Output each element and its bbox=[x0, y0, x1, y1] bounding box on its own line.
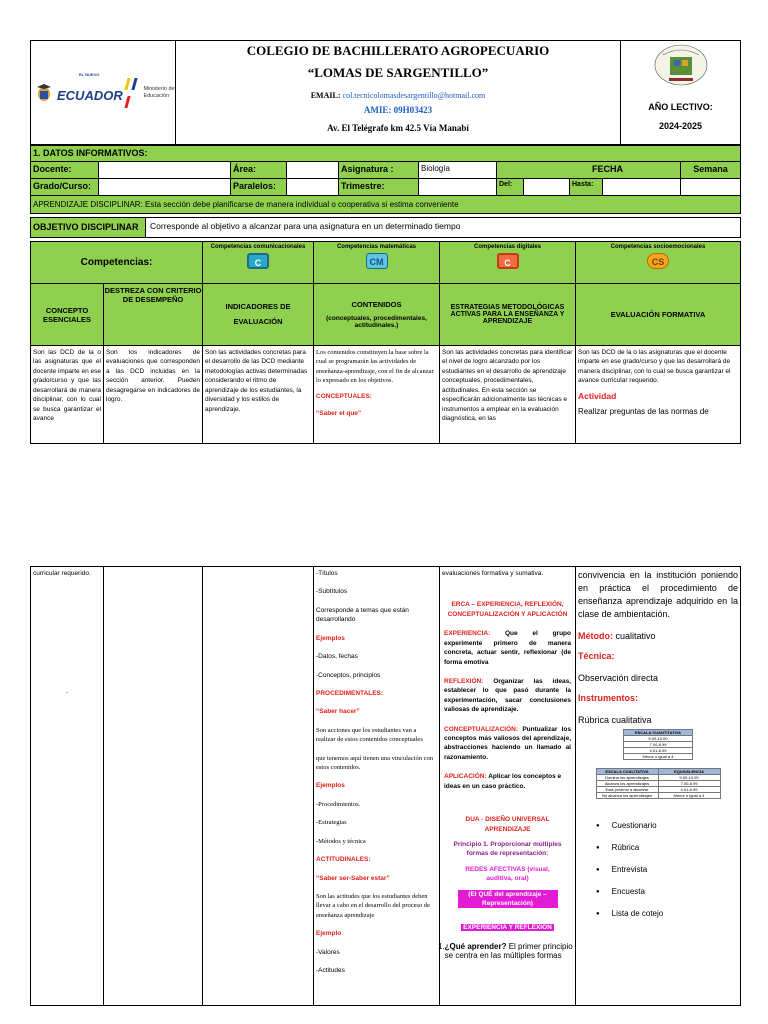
actividad-label: Actividad bbox=[578, 390, 617, 401]
question-1-bold: ¿Qué aprender? bbox=[444, 941, 507, 951]
contenido-item: -Subtítulos bbox=[316, 588, 348, 596]
escala-cual-value: 7.00-8.99 bbox=[658, 781, 720, 787]
list-item: ● Lista de cotejo bbox=[596, 909, 738, 918]
list-item: ● Rúbrica bbox=[596, 843, 738, 852]
math-icon: CM bbox=[366, 253, 388, 269]
ecuador-coat-of-arms-icon bbox=[35, 83, 53, 103]
escala-cualitativa-table bbox=[596, 768, 721, 799]
list-item: ● Encuesta bbox=[596, 887, 738, 896]
flag-stripes-icon bbox=[126, 77, 138, 113]
row2-destreza bbox=[104, 567, 203, 1006]
main-table-continued bbox=[30, 566, 741, 1006]
email-line: EMAIL: col.tecnicolomasdesargentillo@hotmail.com bbox=[310, 91, 486, 100]
hasta-field[interactable] bbox=[603, 179, 681, 196]
del-label: Del: bbox=[497, 179, 524, 196]
equivalencia-header: EQUIVALENCIA bbox=[658, 769, 720, 775]
communication-icon: C bbox=[247, 253, 269, 269]
row1-estrategias bbox=[440, 346, 576, 444]
contenido-item: -Procedimientos. bbox=[316, 800, 361, 808]
question-1-text: El primer principio se centra en las múltiples formas bbox=[444, 941, 573, 961]
contenidos-subtitle: (conceptuales, procedimentales, actitudinales.) bbox=[326, 315, 427, 329]
contenido-item: ACTITUDINALES: bbox=[316, 856, 371, 864]
trimestre-label: Trimestre: bbox=[339, 179, 419, 196]
escala-cual-value: 4.01-6.99 bbox=[658, 787, 720, 793]
contenido-item: -Valores bbox=[316, 948, 340, 956]
escala-cuantitativa-title: ESCALA CUANTITATIVA bbox=[624, 730, 693, 736]
row2-indicadores bbox=[203, 567, 314, 1006]
contenido-item: Ejemplos bbox=[316, 634, 345, 642]
col-destreza-header: DESTREZA CON CRITERIO DE DESEMPEÑO bbox=[104, 284, 203, 346]
docente-field[interactable] bbox=[99, 162, 231, 179]
contenido-item: -Métodos y técnica bbox=[316, 837, 366, 845]
escala-cual-label: Alcanza los aprendizajes bbox=[596, 781, 658, 787]
semana-label: Semana bbox=[681, 162, 741, 179]
instrument-list bbox=[578, 821, 738, 918]
escala-cual-value: 9.00-10.00 bbox=[658, 775, 720, 781]
school-crest-icon bbox=[651, 43, 711, 89]
col-contenidos-header bbox=[314, 284, 440, 346]
row1-indicadores bbox=[203, 346, 314, 444]
metodo-label: Método: bbox=[578, 631, 613, 642]
metodo-value: cualitativo bbox=[615, 631, 656, 642]
paralelos-field[interactable] bbox=[287, 179, 339, 196]
contenido-item: -Actitudes bbox=[316, 967, 345, 975]
tecnica-label: Técnica: bbox=[578, 651, 615, 662]
contenido-item: Corresponde a temas que están desarrollando bbox=[316, 606, 409, 624]
escala-cuant-row: Menor o igual a 4 bbox=[624, 754, 693, 760]
objetivo-table bbox=[30, 217, 741, 238]
email-link[interactable]: col.tecnicolomasdesargentillo@hotmail.com bbox=[342, 91, 486, 100]
instrumentos-label: Instrumentos: bbox=[578, 693, 639, 704]
school-name: COLEGIO DE BACHILLERATO AGROPECUARIO bbox=[246, 43, 550, 58]
list-item: ● Cuestionario bbox=[596, 821, 738, 830]
escala-cual-label: Está próximo a alcanzar bbox=[596, 787, 658, 793]
semana-field[interactable] bbox=[681, 179, 741, 196]
ano-lectivo-value: 2024-2025 bbox=[658, 121, 703, 131]
row1-destreza-text: Son los indicadores de evaluaciones que corresponden a las DCD incluidas en la sección anterior. Pueden desagregarse en indicadores de logro. bbox=[106, 349, 200, 404]
email-label: EMAIL bbox=[310, 91, 338, 100]
paralelos-label: Paralelos: bbox=[231, 179, 287, 196]
row1-concepto bbox=[31, 346, 104, 444]
dua-title: DUA - DISEÑO UNIVERSAL APRENDIZAJE bbox=[465, 816, 550, 833]
competencias-label: Competencias: bbox=[31, 242, 203, 284]
contenido-item: “Saber ser-Saber estar” bbox=[316, 874, 390, 882]
row2-dot: · bbox=[65, 688, 69, 698]
reflexion-text: Organizar las ideas, establecer lo que pasó durante la experimentación, sacar conclusiones valiosas de aprendizaje. bbox=[444, 677, 571, 714]
asignatura-label: Asignatura : bbox=[339, 162, 419, 179]
row1-estrategias-text: Son las actividades concretas para identificar el nivel de logro alcanzado por los estudiantes en el desarrollo de aprendizaje conceptuales, procedimentales, actitudinales. En esta sección se especificarán adicionalmente las técnicas e instrumentos a emplear en la evaluación diagnóstica, en las bbox=[442, 349, 573, 422]
escala-cual-value: Menor o igual a 4 bbox=[658, 793, 720, 799]
conceptuales-label: CONCEPTUALES: bbox=[316, 392, 372, 400]
experiencia-text: Que el grupo experimente primero de manera concreta, actuar sentir, reflexionar (de forma emotiva bbox=[444, 630, 571, 666]
escala-cuantitativa-table bbox=[623, 729, 693, 760]
planning-page-2 bbox=[30, 566, 740, 1006]
experiencia-label: EXPERIENCIA: bbox=[444, 630, 491, 638]
row1-concepto-text: Son las DCD de la o las asignaturas que el docente imparte en ese grado/curso y que las desarrollará de manera disciplinar, con lo cual se busca garantizar el avance bbox=[33, 349, 101, 422]
comp-matematicas-label: Competencias matemáticas bbox=[336, 244, 417, 250]
contenido-item: Ejemplos bbox=[316, 782, 345, 790]
ano-lectivo-label: AÑO LECTIVO: bbox=[648, 102, 713, 112]
escala-cual-label: No alcanza los aprendizajes bbox=[596, 793, 658, 799]
competencias-socioemocionales bbox=[576, 242, 741, 284]
ministry-label: Ministerio de Educación bbox=[143, 85, 175, 99]
tecnica-value: Observación directa bbox=[578, 673, 659, 684]
competencias-comunicacionales bbox=[203, 242, 314, 284]
row2-concepto-text: curricular requerido. bbox=[33, 570, 91, 577]
erca-title: ERCA – EXPERIENCIA, REFLEXIÓN, CONCEPTUALIZACIÓN Y APLICACIÓN bbox=[447, 601, 568, 618]
del-field[interactable] bbox=[524, 179, 570, 196]
objetivo-text: Corresponde al objetivo a alcanzar para una asignatura en un determinado tiempo bbox=[146, 218, 741, 238]
list-item: ● Entrevista bbox=[596, 865, 738, 874]
contenido-item: PROCEDIMENTALES: bbox=[316, 689, 384, 697]
section-datos-title: 1. DATOS INFORMATIVOS: bbox=[31, 146, 741, 162]
row1-contenidos bbox=[314, 346, 440, 444]
saber-que-label: “Saber el que” bbox=[316, 410, 362, 418]
government-logo-cell bbox=[31, 41, 176, 145]
school-info-cell bbox=[176, 41, 621, 145]
escala-cual-label: Domina los aprendizajes bbox=[596, 775, 658, 781]
row2-contenidos bbox=[314, 567, 440, 1006]
hasta-label: Hasta: bbox=[570, 179, 603, 196]
main-table bbox=[30, 241, 741, 444]
row1-contenidos-text: Los contenidos constituyen la base sobre la cual se programarán las actividades de enseñanza-aprendizaje, con el fin de alcanzar lo expresado en los objetivos. bbox=[316, 349, 434, 385]
trimestre-field[interactable] bbox=[419, 179, 497, 196]
fecha-label: FECHA bbox=[497, 162, 681, 179]
area-field[interactable] bbox=[287, 162, 339, 179]
contenido-item: -Conceptos, principios bbox=[316, 671, 381, 679]
realizar-text: Realizar preguntas de las normas de bbox=[578, 406, 709, 416]
col-evaluacion-header: EVALUACIÓN FORMATIVA bbox=[576, 284, 741, 346]
col-estrategias-header: ESTRATEGIAS METODOLÓGICAS ACTIVAS PARA LA ENSEÑANZA Y APRENDIZAJE bbox=[440, 284, 576, 346]
aplicacion-block bbox=[442, 770, 573, 793]
experiencia-reflexion-badge: EXPERIENCIA Y REFLEXIÓN bbox=[463, 923, 552, 931]
row2-concepto bbox=[31, 567, 104, 1006]
contenido-item: -Estrategias bbox=[316, 819, 347, 827]
competencias-digitales bbox=[440, 242, 576, 284]
datos-table bbox=[30, 145, 741, 214]
socioemotional-icon: CS bbox=[647, 253, 669, 269]
reflexion-block bbox=[442, 675, 573, 717]
metodo-line bbox=[578, 631, 738, 641]
gov-logo-small: EL NUEVO bbox=[79, 72, 100, 77]
contenidos-title: CONTENIDOS bbox=[351, 300, 402, 309]
contenido-item: Ejemplo bbox=[316, 930, 342, 938]
computer-icon: C bbox=[497, 253, 519, 269]
row1-indicadores-text: Son las actividades concretas para el desarrollo de las DCD mediante metodologías activas determinadas considerando el ritmo de aprendizaje de los estudiantes, la diversidad y los estilos de aprendizaje. bbox=[205, 349, 308, 413]
contenido-item: -Datos, fechas bbox=[316, 653, 358, 661]
comp-comunicacionales-label: Competencias comunicacionales bbox=[210, 244, 306, 250]
instrumentos-value: Rúbrica cualitativa bbox=[578, 715, 652, 726]
area-label: Área: bbox=[231, 162, 287, 179]
question-1 bbox=[438, 942, 573, 961]
comp-socioemocionales-label: Competencias socioemocionales bbox=[610, 244, 706, 250]
planning-page-1 bbox=[30, 40, 740, 466]
competencias-matematicas bbox=[314, 242, 440, 284]
row2-estrategias bbox=[440, 567, 576, 1006]
que-aprendizaje-badge: (El QUÉ del aprendizaje – Representación) bbox=[458, 890, 558, 908]
comp-digitales-label: Competencias digitales bbox=[473, 244, 542, 250]
row2-evaluacion bbox=[576, 567, 741, 1006]
school-subname: “LOMAS DE SARGENTILLO” bbox=[307, 65, 489, 80]
row1-evaluacion-text: Son las DCD de la o las asignaturas que el docente imparte en ese grado/curso y que las desarrollará de manera disciplinar, con lo cual se busca garantizar el avance curricular requerido. bbox=[578, 349, 731, 385]
contenido-item: “Saber hacer” bbox=[316, 708, 360, 716]
contenido-item: Son las actitudes que los estudiantes deben llevar a cabo en el desarrollo del proceso de enseñanza aprendizaje bbox=[316, 893, 431, 919]
contenido-item: -Títulos bbox=[316, 570, 338, 577]
estrategias-top-text: evaluaciones formativa y sumativa. bbox=[442, 570, 544, 577]
amie-code: AMIE: 09H03423 bbox=[363, 105, 433, 115]
aplicacion-label: APLICACIÓN: bbox=[444, 773, 487, 781]
principio-text: Principio 1. Proporcionar múltiples formas de representación: bbox=[453, 841, 562, 858]
escala-cualitativa-header: ESCALA CUALITATIVA bbox=[596, 769, 658, 775]
header-table bbox=[30, 40, 741, 145]
grado-field[interactable] bbox=[99, 179, 231, 196]
docente-label: Docente: bbox=[31, 162, 99, 179]
col-concepto-header: CONCEPTO ESENCIALES bbox=[31, 284, 104, 346]
objetivo-label: OBJETIVO DISCIPLINAR bbox=[31, 218, 146, 238]
school-year-cell bbox=[621, 41, 741, 145]
aplicacion-text: Aplicar los conceptos e ideas en un caso práctico. bbox=[444, 773, 562, 790]
escala-cuant-row: 9.00-10.00 bbox=[624, 736, 693, 742]
contenido-item: Son acciones que los estudiantes van a realizar de estos contenidos conceptuales bbox=[316, 726, 423, 744]
evaluacion-top-text: convivencia en la institución poniendo en práctica el procedimiento de enseñanza aprendizaje adquirido en la clase de ambientación. bbox=[578, 570, 738, 620]
conceptualizacion-text: Puntualizar los conceptos más valiosos del aprendizaje, abstracciones haciendo un llamado al razonamiento. bbox=[444, 725, 572, 761]
redes-text: REDES AFECTIVAS (visual, auditiva, oral) bbox=[465, 865, 550, 883]
question-1-number: 1. bbox=[438, 941, 445, 951]
reflexion-label: REFLEXIÓN: bbox=[444, 677, 484, 685]
asignatura-value[interactable]: Biología bbox=[419, 162, 497, 179]
gov-logo-text: ECUADOR bbox=[57, 87, 123, 103]
escala-cuant-row: 7.00-8.99 bbox=[624, 742, 693, 748]
grado-label: Grado/Curso: bbox=[31, 179, 99, 196]
conceptualizacion-label: CONCEPTUALIZACIÓN: bbox=[444, 725, 519, 733]
escala-cuant-row: 4.01-6.99 bbox=[624, 748, 693, 754]
school-address: Av. El Telégrafo km 42.5 Vía Manabí bbox=[327, 123, 469, 133]
row1-evaluacion bbox=[576, 346, 741, 444]
col-indicadores-header: INDICADORES DE EVALUACIÓN bbox=[203, 284, 314, 346]
aprendizaje-disciplinar: APRENDIZAJE DISCIPLINAR: Esta sección debe planificarse de manera individual o cooperativa si estima conveniente bbox=[31, 196, 741, 214]
row1-destreza bbox=[104, 346, 203, 444]
contenido-item: que tenemos aquí tienen una vinculación con estos contenidos. bbox=[316, 754, 433, 772]
experiencia-block bbox=[442, 627, 573, 669]
conceptualizacion-block bbox=[442, 723, 573, 765]
